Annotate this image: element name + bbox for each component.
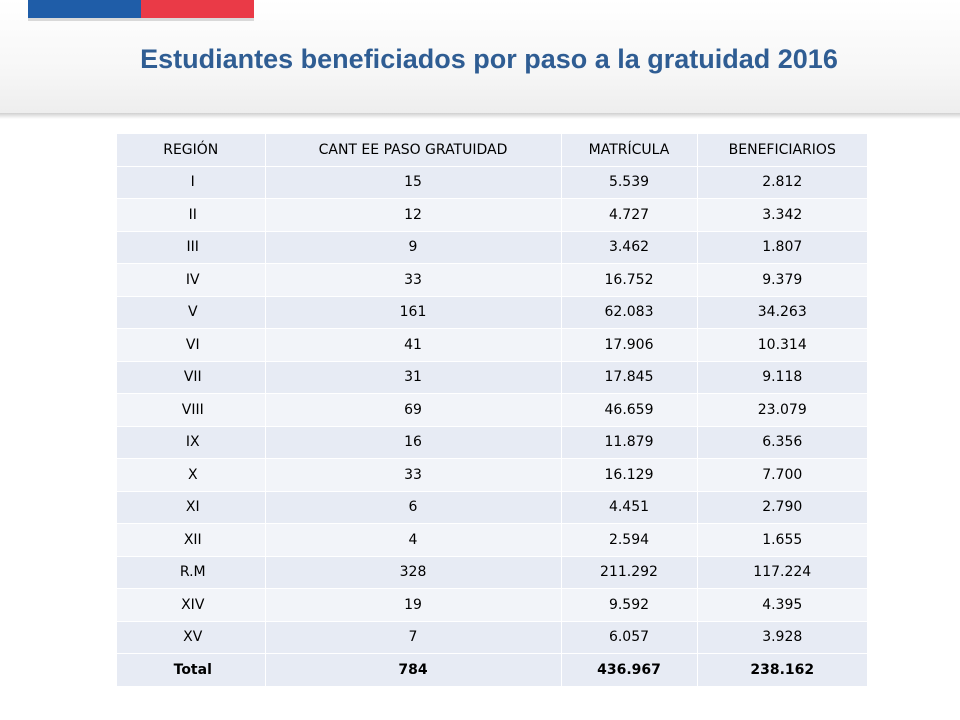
cell-beneficiarios: 117.224 — [697, 556, 867, 589]
cell-matricula: 3.462 — [561, 231, 697, 264]
table-row — [117, 524, 867, 557]
cell-beneficiarios: 3.342 — [697, 199, 867, 232]
cell-matricula: 11.879 — [561, 426, 697, 459]
header-cant-ee: CANT EE PASO GRATUIDAD — [265, 134, 561, 166]
cell-region: XI — [117, 491, 265, 524]
cell-matricula: 6.057 — [561, 621, 697, 654]
total-cell-matricula: 436.967 — [561, 654, 697, 687]
cell-matricula: 16.752 — [561, 264, 697, 297]
cell-region: XII — [117, 524, 265, 557]
header-region: REGIÓN — [117, 134, 265, 166]
total-cell-beneficiarios: 238.162 — [697, 654, 867, 687]
cell-beneficiarios: 1.655 — [697, 524, 867, 557]
table-row — [117, 296, 867, 329]
cell-beneficiarios: 9.379 — [697, 264, 867, 297]
cell-matricula: 5.539 — [561, 166, 697, 199]
cell-cant-ee: 69 — [265, 394, 561, 427]
header-matricula: MATRÍCULA — [561, 134, 697, 166]
cell-region: VI — [117, 329, 265, 362]
cell-beneficiarios: 7.700 — [697, 459, 867, 492]
cell-cant-ee: 19 — [265, 589, 561, 622]
cell-cant-ee: 41 — [265, 329, 561, 362]
cell-matricula: 17.906 — [561, 329, 697, 362]
cell-matricula: 17.845 — [561, 361, 697, 394]
table-row — [117, 491, 867, 524]
page-title: Estudiantes beneficiados por paso a la gratuidad 2016 — [140, 44, 838, 74]
cell-cant-ee: 7 — [265, 621, 561, 654]
table-row — [117, 264, 867, 297]
cell-region: R.M — [117, 556, 265, 589]
cell-region: X — [117, 459, 265, 492]
cell-matricula: 211.292 — [561, 556, 697, 589]
cell-matricula: 9.592 — [561, 589, 697, 622]
cell-region: VIII — [117, 394, 265, 427]
cell-region: I — [117, 166, 265, 199]
cell-beneficiarios: 6.356 — [697, 426, 867, 459]
cell-matricula: 4.727 — [561, 199, 697, 232]
cell-cant-ee: 31 — [265, 361, 561, 394]
cell-matricula: 62.083 — [561, 296, 697, 329]
cell-matricula: 2.594 — [561, 524, 697, 557]
cell-region: XIV — [117, 589, 265, 622]
cell-cant-ee: 16 — [265, 426, 561, 459]
table-row — [117, 459, 867, 492]
table-row — [117, 329, 867, 362]
cell-beneficiarios: 2.812 — [697, 166, 867, 199]
cell-cant-ee: 6 — [265, 491, 561, 524]
header-shadow — [0, 113, 960, 119]
cell-cant-ee: 33 — [265, 264, 561, 297]
cell-region: IX — [117, 426, 265, 459]
cell-beneficiarios: 2.790 — [697, 491, 867, 524]
flag-stripe-blue — [28, 0, 141, 18]
cell-region: III — [117, 231, 265, 264]
cell-cant-ee: 9 — [265, 231, 561, 264]
cell-region: VII — [117, 361, 265, 394]
table-row — [117, 394, 867, 427]
cell-matricula: 46.659 — [561, 394, 697, 427]
cell-beneficiarios: 4.395 — [697, 589, 867, 622]
beneficiaries-table — [117, 134, 867, 687]
table-row — [117, 361, 867, 394]
total-cell-region: Total — [117, 654, 265, 687]
cell-beneficiarios: 10.314 — [697, 329, 867, 362]
cell-matricula: 16.129 — [561, 459, 697, 492]
table-row — [117, 589, 867, 622]
cell-cant-ee: 15 — [265, 166, 561, 199]
flag-underline — [28, 18, 254, 21]
table-row — [117, 231, 867, 264]
cell-cant-ee: 12 — [265, 199, 561, 232]
cell-region: V — [117, 296, 265, 329]
flag-stripe-red — [141, 0, 254, 18]
total-cell-cant-ee: 784 — [265, 654, 561, 687]
cell-beneficiarios: 23.079 — [697, 394, 867, 427]
cell-region: XV — [117, 621, 265, 654]
cell-region: IV — [117, 264, 265, 297]
cell-cant-ee: 161 — [265, 296, 561, 329]
table-row — [117, 556, 867, 589]
table-row — [117, 199, 867, 232]
cell-region: II — [117, 199, 265, 232]
cell-cant-ee: 4 — [265, 524, 561, 557]
table-total-row — [117, 654, 867, 687]
cell-matricula: 4.451 — [561, 491, 697, 524]
cell-cant-ee: 33 — [265, 459, 561, 492]
cell-beneficiarios: 34.263 — [697, 296, 867, 329]
table-row — [117, 166, 867, 199]
table-header-row — [117, 134, 867, 166]
table-row — [117, 426, 867, 459]
header-beneficiarios: BENEFICIARIOS — [697, 134, 867, 166]
cell-beneficiarios: 9.118 — [697, 361, 867, 394]
table-row — [117, 621, 867, 654]
table-body — [117, 166, 867, 686]
cell-beneficiarios: 1.807 — [697, 231, 867, 264]
cell-beneficiarios: 3.928 — [697, 621, 867, 654]
cell-cant-ee: 328 — [265, 556, 561, 589]
